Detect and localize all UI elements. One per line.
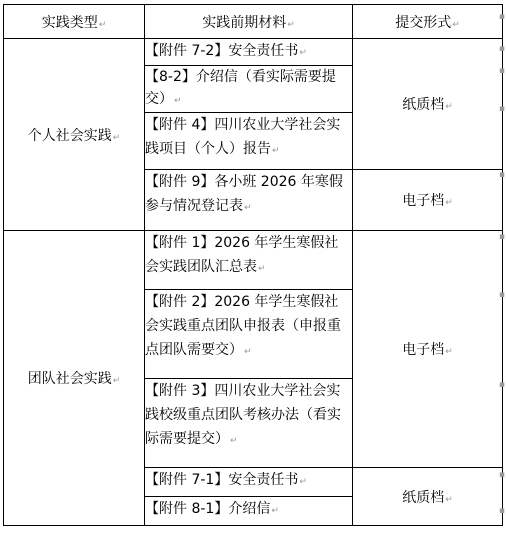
submission-form-cell: 纸质档↵	[353, 468, 503, 526]
row-end-marker: ▪	[498, 66, 505, 76]
row-end-marker: ▪	[498, 290, 505, 300]
row-end-marker: ▪	[498, 170, 505, 180]
material-cell: 【附件 2】2026 年学生寒假社会实践重点团队申报表（申报重点团队需要交）↵	[145, 290, 353, 379]
material-cell: 【附件 1】2026 年学生寒假社会实践团队汇总表↵	[145, 231, 353, 290]
row-end-marker: ▪	[498, 104, 505, 114]
material-cell: 【附件 8-1】介绍信↵	[145, 497, 353, 526]
row-end-marker: ▪	[498, 506, 505, 516]
row-end-marker: ▪	[498, 44, 505, 54]
header-submission-form: 提交形式↵	[353, 5, 503, 39]
material-cell: 【附件 4】四川农业大学社会实践项目（个人）报告↵	[145, 113, 353, 170]
material-cell: 【附件 7-1】安全责任书↵	[145, 468, 353, 497]
row-end-marker: ▪	[498, 470, 505, 480]
material-cell: 【8-2】介绍信（看实际需要提交）↵	[145, 66, 353, 113]
table-row	[4, 39, 503, 66]
table-row	[4, 231, 503, 290]
submission-form-cell: 电子档↵	[353, 231, 503, 468]
row-end-marker: ▪	[498, 380, 505, 390]
individual-practice-type: 个人社会实践↵	[4, 39, 145, 231]
material-cell: 【附件 7-2】安全责任书↵	[145, 39, 353, 66]
header-row	[4, 5, 503, 39]
materials-table	[3, 4, 503, 526]
submission-form-cell: 电子档↵	[353, 170, 503, 231]
material-cell: 【附件 9】各小班 2026 年寒假参与情况登记表↵	[145, 170, 353, 231]
row-end-marker: ▪	[498, 12, 505, 22]
team-practice-type: 团队社会实践↵	[4, 231, 145, 526]
submission-form-cell: 纸质档↵	[353, 39, 503, 170]
header-materials: 实践前期材料↵	[145, 5, 353, 39]
material-cell: 【附件 3】四川农业大学社会实践校级重点团队考核办法（看实际需要提交）↵	[145, 379, 353, 468]
row-end-marker: ▪	[498, 232, 505, 242]
header-practice-type: 实践类型↵	[4, 5, 145, 39]
